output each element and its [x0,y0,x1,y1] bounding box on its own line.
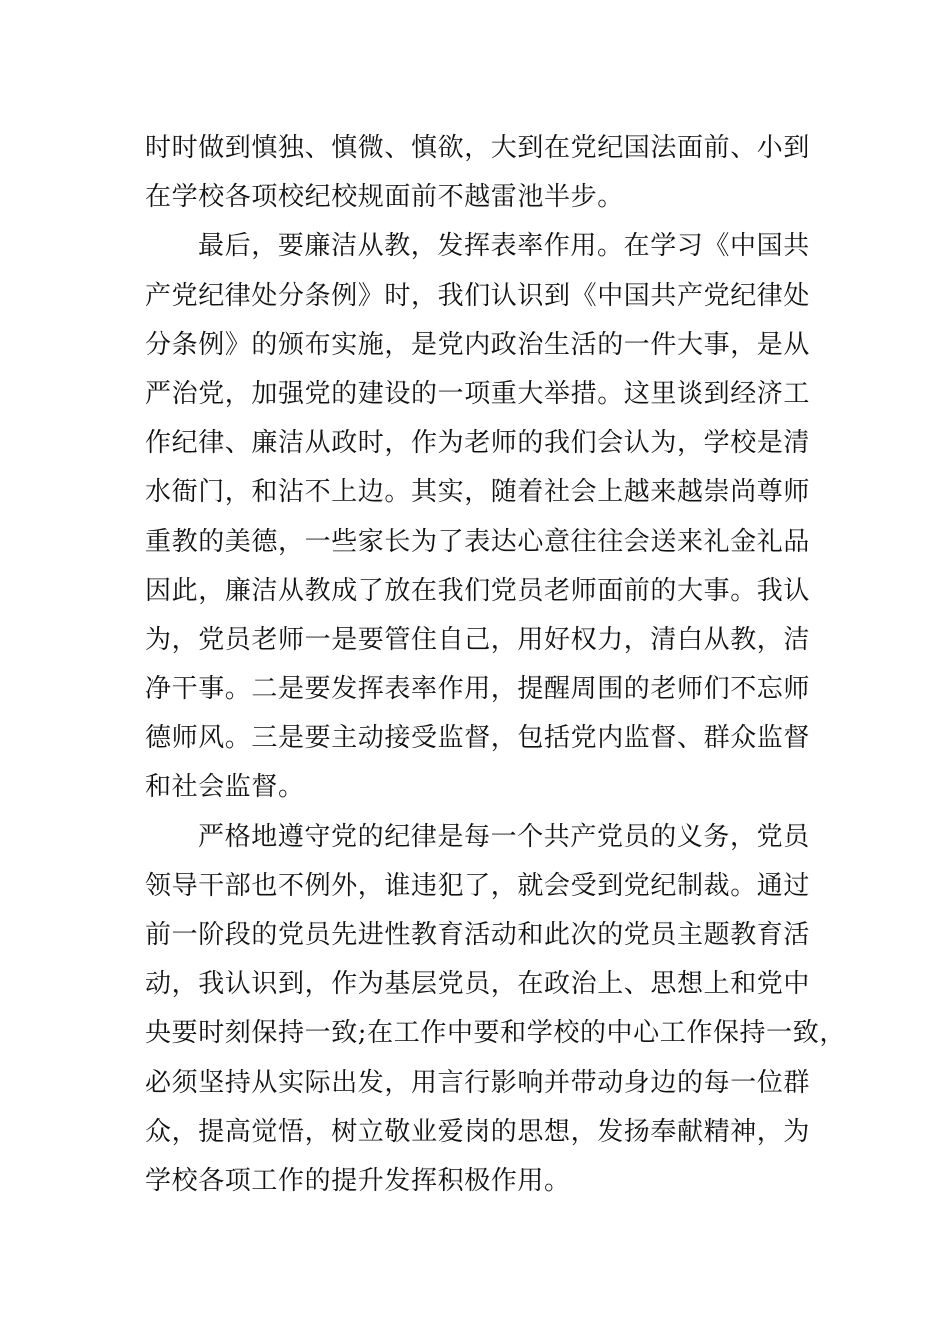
text-line: 因此，廉洁从教成了放在我们党员老师面前的大事。我认 [145,575,811,606]
text-line: 时时做到慎独、慎微、慎欲，大到在党纪国法面前、小到 [145,133,811,163]
text-line: 作纪律、廉洁从政时，作为老师的我们会认为，学校是清 [145,428,811,459]
text-line: 德师风。三是要主动接受监督，包括党内监督、群众监督 [145,723,811,754]
text-line: 和社会监督。 [145,772,305,803]
paragraph-3 [145,813,846,1207]
text-line: 央要时刻保持一致;在工作中要和学校的中心工作保持一致， [145,1018,846,1049]
text-line: 学校各项工作的提升发挥积极作用。 [145,1165,571,1196]
text-line: 众，提高觉悟，树立敬业爱岗的思想，发扬奉献精神，为 [145,1116,811,1147]
text-line: 严治党，加强党的建设的一项重大举措。这里谈到经济工 [145,378,811,409]
text-line: 必须坚持从实际出发，用言行影响并带动身边的每一位群 [145,1067,811,1098]
document-body [145,124,846,1206]
paragraph-1 [145,124,810,222]
text-line: 领导干部也不例外，谁违犯了，就会受到党纪制裁。通过 [145,870,811,901]
text-line: 前一阶段的党员先进性教育活动和此次的党员主题教育活 [145,920,811,950]
text-line: 重教的美德，一些家长为了表达心意往往会送来礼金礼品 [145,526,811,557]
text-line: 为，党员老师一是要管住自己，用好权力，清白从教，洁 [145,624,811,655]
text-line: 动，我认识到，作为基层党员，在政治上、思想上和党中 [145,969,811,1000]
text-line: 净干事。二是要发挥表率作用，提醒周围的老师们不忘师 [145,674,811,705]
text-line: 最后，要廉洁从教，发挥表率作用。在学习《中国共 [198,231,810,262]
text-line: 产党纪律处分条例》时，我们认识到《中国共产党纪律处 [145,280,811,311]
text-line: 分条例》的颁布实施，是党内政治生活的一件大事，是从 [145,329,811,360]
paragraph-2 [145,222,810,812]
text-line: 在学校各项校纪校规面前不越雷池半步。 [145,182,624,213]
text-line: 水衙门，和沾不上边。其实，随着社会上越来越崇尚尊师 [145,477,811,508]
text-line: 严格地遵守党的纪律是每一个共产党员的义务，党员 [198,821,810,852]
